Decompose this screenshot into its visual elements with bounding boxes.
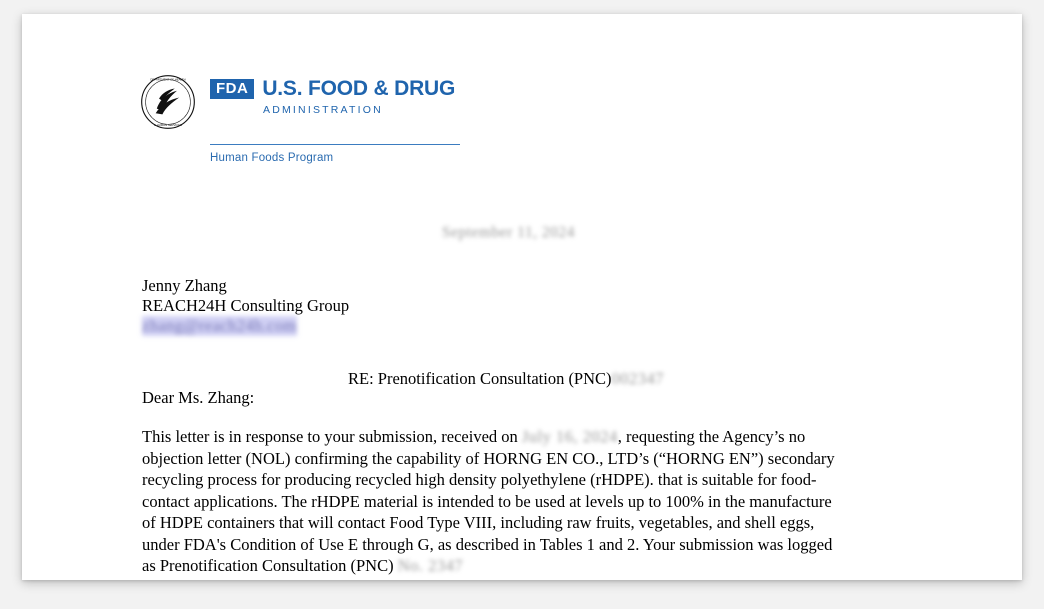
body-line: [142, 469, 932, 491]
agency-subtitle: ADMINISTRATION: [263, 104, 383, 116]
body-line: [142, 512, 932, 534]
svg-text:& HUMAN SERVICES: & HUMAN SERVICES: [154, 123, 182, 128]
body-line: [142, 534, 932, 556]
body-text: of HDPE containers that will contact Food Type VIII, including raw fruits, vegetables, and shell eggs,: [142, 513, 815, 532]
re-line: [348, 369, 664, 389]
letter-content: [22, 14, 1022, 580]
program-name: Human Foods Program: [210, 152, 334, 164]
body-line: [142, 448, 932, 470]
svg-text:DEPARTMENT OF HEALTH: DEPARTMENT OF HEALTH: [150, 77, 186, 82]
pnc-number-redacted: 002347: [611, 369, 665, 388]
addressee-block: [142, 276, 349, 336]
re-line-label: RE: Prenotification Consultation (PNC): [348, 369, 612, 388]
redacted-text: July 16, 2024: [521, 427, 618, 446]
body-line: [142, 491, 932, 513]
letter-page: [22, 14, 1022, 580]
fda-badge: FDA: [210, 79, 254, 99]
body-line: [142, 555, 932, 577]
letter-date: [442, 224, 575, 242]
body-text: , requesting the Agency’s no: [617, 427, 806, 446]
body-text: as Prenotification Consultation (PNC): [142, 556, 398, 575]
letter-body-paragraph: [142, 426, 932, 577]
addressee-email-redacted[interactable]: zhang@reach24h.com: [142, 316, 297, 335]
hhs-seal-icon: [140, 74, 196, 130]
agency-title: U.S. FOOD & DRUG: [262, 77, 456, 100]
salutation: Dear Ms. Zhang:: [142, 388, 255, 407]
body-text: contact applications. The rHDPE material is intended to be used at levels up to 100% in the manufacture: [142, 491, 832, 511]
body-text: recycling process for producing recycled high density polyethylene (rHDPE). that is suitable for food-: [142, 470, 817, 489]
letter-date-redacted: September 11, 2024: [442, 224, 575, 241]
redacted-text: No. 2347: [397, 556, 464, 575]
body-text: under FDA's Condition of Use E through G, as described in Tables 1 and 2. Your submission was logged: [142, 534, 833, 554]
addressee-name: Jenny Zhang: [142, 276, 227, 295]
document-page-container: [22, 14, 1022, 580]
letterhead-divider: [210, 144, 460, 145]
fda-letterhead: [140, 72, 470, 164]
addressee-organization: REACH24H Consulting Group: [142, 296, 350, 315]
body-text: This letter is in response to your submission, received on: [142, 427, 522, 446]
body-text: objection letter (NOL) confirming the capability of HORNG EN CO., LTD’s (“HORNG EN”) secondary: [142, 448, 835, 468]
body-line: [142, 426, 932, 448]
